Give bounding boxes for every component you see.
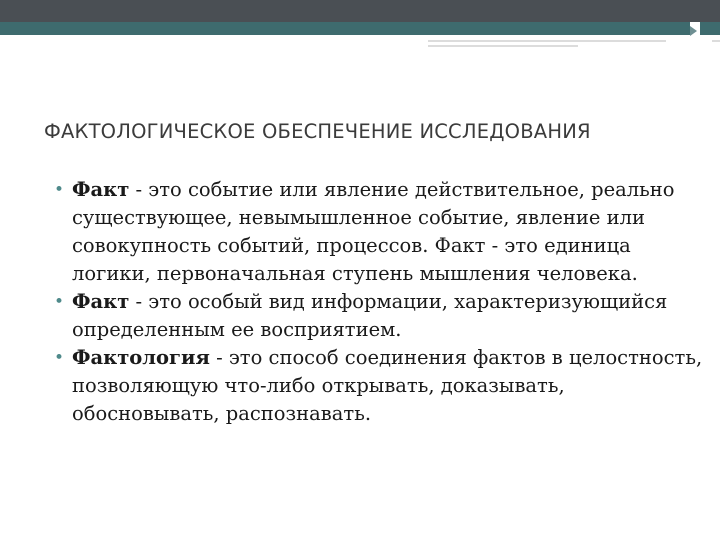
bullet-item <box>52 176 712 288</box>
accent-line <box>428 40 666 42</box>
bullet-term: Фактология <box>72 346 210 369</box>
accent-line <box>712 40 720 42</box>
slide-title: ФАКТОЛОГИЧЕСКОЕ ОБЕСПЕЧЕНИЕ ИССЛЕДОВАНИЯ <box>44 120 591 143</box>
bullet-icon: • <box>54 180 65 200</box>
bullet-list <box>52 176 712 428</box>
bullet-text: - это событие или явление действительное, реально существующее, невымышленное событие, явление или совокупность событий, процессов. Факт - это единица логики, первоначальная ступень мышления человека. <box>72 178 675 285</box>
accent-stripe-end <box>700 22 720 35</box>
bullet-icon: • <box>54 348 65 368</box>
bullet-item <box>52 288 712 344</box>
triangle-marker-icon <box>690 26 697 36</box>
top-bar <box>0 0 720 22</box>
bullet-item <box>52 344 712 428</box>
bullet-text: - это способ соединения фактов в целостность, позволяющую что-либо открывать, доказывать, обосновывать, распознавать. <box>72 346 703 425</box>
bullet-term: Факт <box>72 178 130 201</box>
bullet-icon: • <box>54 292 65 312</box>
bullet-term: Факт <box>72 290 130 313</box>
accent-line <box>428 45 578 47</box>
bullet-text: - это особый вид информации, характеризующийся определенным ее восприятием. <box>72 290 668 341</box>
accent-stripe <box>0 22 690 35</box>
